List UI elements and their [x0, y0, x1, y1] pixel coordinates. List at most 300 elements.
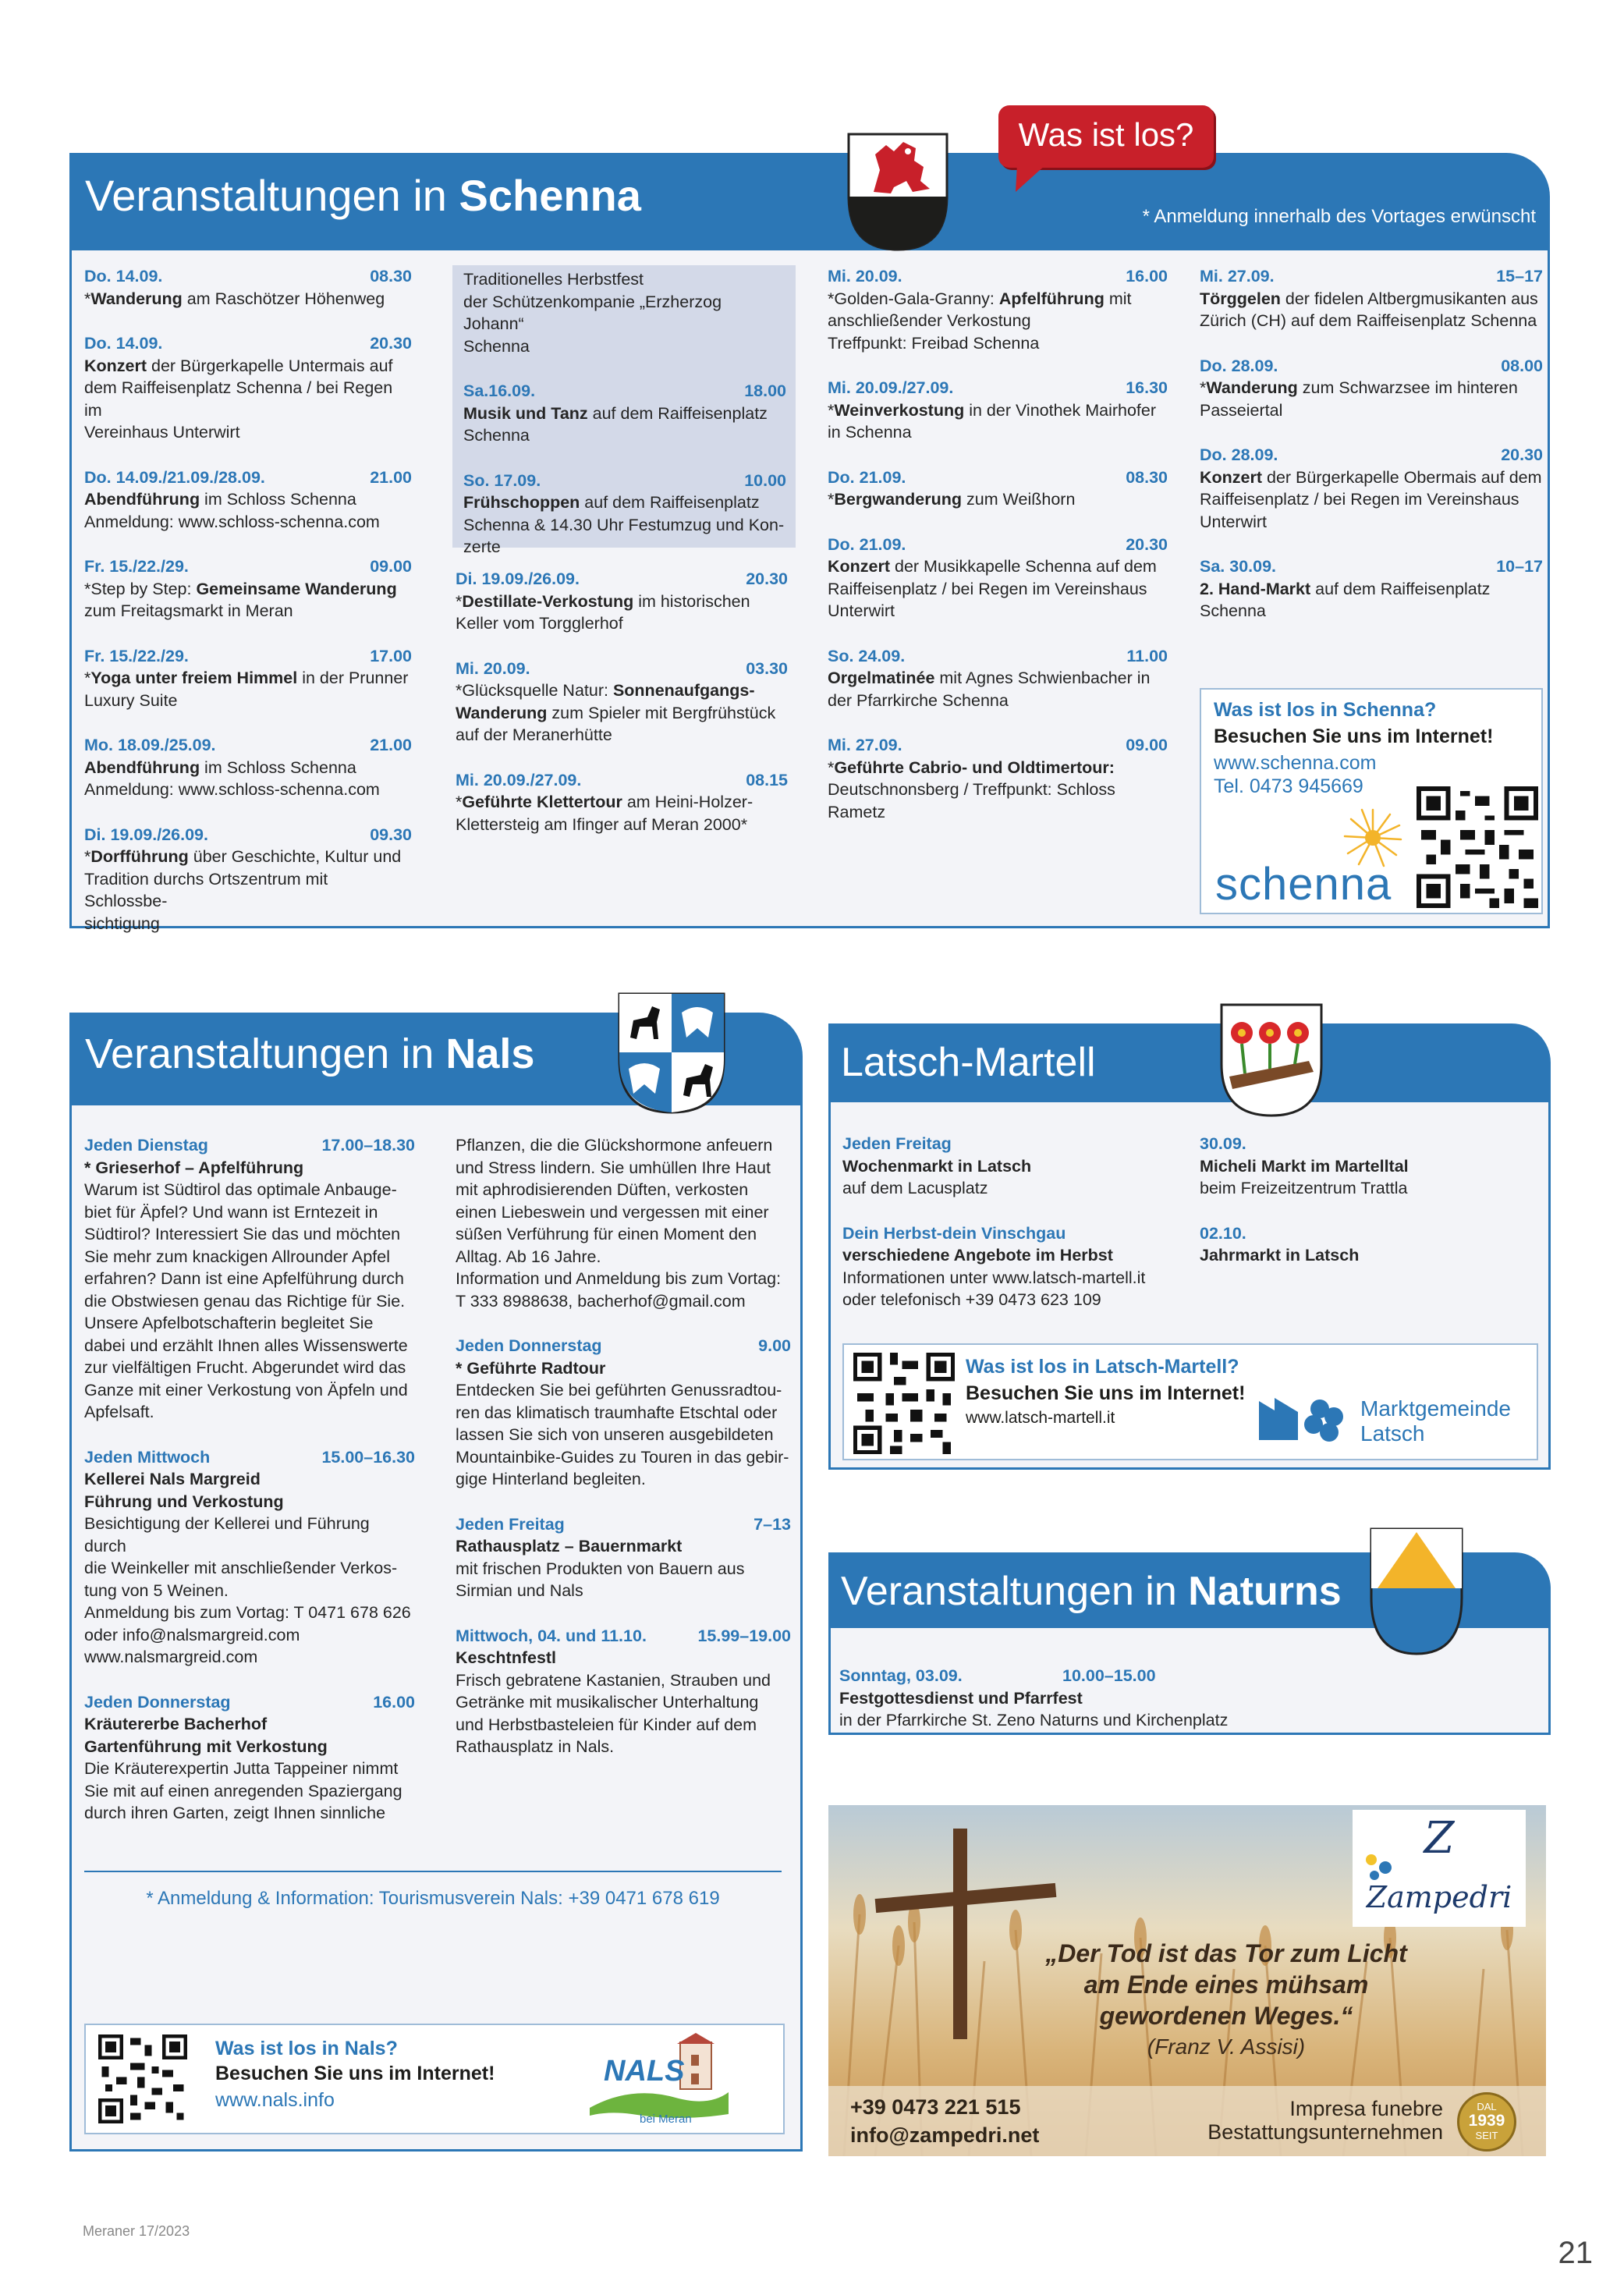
event-line: zum Freitagsmarkt in Meran — [84, 601, 293, 620]
event-item — [828, 377, 1168, 444]
event-line: Musik und Tanz auf dem Raiffeisenplatz — [463, 403, 768, 423]
event-line: der Pfarrkirche Schenna — [828, 690, 1009, 710]
event-time: 03.30 — [746, 658, 788, 678]
issue-label: Meraner 17/2023 — [83, 2223, 190, 2239]
quote-author: (Franz V. Assisi) — [1147, 2034, 1306, 2059]
event-time: 20.30 — [370, 334, 412, 353]
naturns-date: Sonntag, 03.09. — [839, 1666, 963, 1685]
event-line: Keschtnfestl — [456, 1648, 557, 1667]
event-item — [84, 734, 412, 801]
event-line: Kellerei Nals Margreid — [84, 1470, 261, 1488]
zampedri-monogram: Z — [1424, 1813, 1455, 1864]
event-time: 20.30 — [1126, 534, 1168, 554]
event-line: Sirmian und Nals — [456, 1581, 583, 1600]
event-line: oder info@nalsmargreid.com — [84, 1625, 300, 1644]
intro-line: T 333 8988638, bacherhof@gmail.com — [456, 1291, 746, 1311]
quote-line-2: am Ende eines mühsam — [1083, 1971, 1369, 1999]
event-line: *Geführte Klettertour am Heini-Holzer- — [456, 793, 753, 811]
event-date: Jeden Freitag — [842, 1134, 952, 1153]
event-line: Raiffeisenplatz / bei Regen im Vereinshaus — [1200, 490, 1519, 509]
badge-top: DAL — [1477, 2101, 1497, 2112]
event-header — [456, 1625, 791, 1648]
event-item — [456, 658, 788, 747]
event-line: *Bergwanderung zum Weißhorn — [828, 490, 1076, 509]
nals-note: * Anmeldung & Information: Tourismusverein Nals: +39 0471 678 619 — [146, 1888, 720, 1909]
nals-info-cta: Besuchen Sie uns im Internet! — [215, 2063, 495, 2084]
nals-info-web[interactable]: www.nals.info — [215, 2089, 335, 2111]
event-line: ren das klimatisch traumhafte Etschtal oder — [456, 1403, 778, 1422]
event-line: Mountainbike-Guides zu Touren in das gebir- — [456, 1447, 789, 1467]
event-time: 10.00 — [744, 470, 786, 490]
event-item — [828, 466, 1168, 511]
event-header — [84, 1691, 415, 1714]
schenna-info-tel: Tel. 0473 945669 — [1214, 775, 1363, 797]
event-item — [84, 1446, 415, 1669]
event-time: 16.30 — [1126, 378, 1168, 397]
event-date: Di. 19.09./26.09. — [84, 825, 208, 844]
nals-info-box — [84, 2024, 785, 2134]
event-line: Abendführung im Schloss Schenna — [84, 757, 356, 777]
event-time: 15.99–19.00 — [697, 1626, 791, 1645]
event-header — [456, 658, 788, 680]
event-date: Mo. 18.09./25.09. — [84, 736, 216, 754]
latsch-info-box — [842, 1343, 1538, 1460]
ad-quote — [984, 1938, 1468, 2063]
nals-col-2 — [456, 1134, 791, 1781]
naturns-line: Festgottesdienst und Pfarrfest — [839, 1688, 1083, 1708]
schenna-qr-code[interactable] — [1417, 786, 1538, 908]
event-time: 09.30 — [370, 825, 412, 844]
event-date: So. 24.09. — [828, 646, 906, 665]
schenna-info-web[interactable]: www.schenna.com — [1214, 752, 1377, 774]
event-item — [1200, 555, 1543, 623]
event-item — [84, 555, 412, 623]
schenna-logo: schenna — [1215, 859, 1392, 910]
latsch-header — [828, 1023, 1551, 1100]
event-line: Unterwirt — [828, 601, 895, 620]
event-header — [84, 1446, 415, 1469]
event-date: Do. 14.09. — [84, 334, 163, 353]
event-line: durch ihren Garten, zeigt Ihnen sinnliche — [84, 1804, 386, 1822]
latsch-col-2 — [1200, 1133, 1527, 1289]
event-line: zerte — [463, 537, 501, 556]
event-item — [456, 1335, 791, 1491]
event-line: zur vielfältigen Frucht. Abgerundet wird das — [84, 1358, 406, 1377]
event-item — [84, 332, 412, 444]
ad-phone: +39 0473 221 515 — [850, 2095, 1021, 2119]
event-time: 7–13 — [753, 1514, 791, 1534]
event-line: Deutschnonsberg / Treffpunkt: Schloss — [828, 780, 1115, 799]
event-line: Zürich (CH) auf dem Raiffeisenplatz Schenna — [1200, 311, 1537, 330]
event-date: Sa.16.09. — [463, 381, 536, 400]
event-date: Jeden Donnerstag — [84, 1692, 231, 1712]
event-item — [828, 534, 1168, 623]
event-item — [84, 824, 412, 935]
event-line: Konzert der Musikkapelle Schenna auf dem — [828, 557, 1157, 576]
latsch-logo-line-1: Marktgemeinde — [1360, 1396, 1511, 1421]
event-header — [1200, 1222, 1527, 1245]
event-line: Führung und Verkostung — [84, 1492, 284, 1511]
ad-line-2: Bestattungsunternehmen — [1207, 2120, 1443, 2144]
event-line: Abendführung im Schloss Schenna — [84, 490, 356, 509]
event-line: sichtigung — [84, 913, 160, 933]
event-time: 08.15 — [746, 770, 788, 789]
schenna-col-1 — [84, 265, 412, 957]
event-line: Törggelen der fidelen Altbergmusikanten aus — [1200, 289, 1538, 308]
event-line: Konzert der Bürgerkapelle Untermais auf — [84, 356, 393, 375]
event-date: Fr. 15./22./29. — [84, 646, 189, 665]
event-line: Klettersteig am Ifinger auf Meran 2000* — [456, 814, 748, 834]
event-header — [84, 466, 412, 489]
event-time: 15–17 — [1496, 267, 1543, 286]
event-date: Do. 28.09. — [1200, 356, 1278, 375]
ad-email[interactable]: info@zampedri.net — [850, 2123, 1040, 2147]
event-line: *Destillate-Verkostung im historischen — [456, 591, 750, 611]
event-time: 15.00–16.30 — [321, 1447, 415, 1467]
event-line: Vereinhaus Unterwirt — [84, 423, 240, 442]
event-time: 16.00 — [1126, 267, 1168, 286]
event-line: und Herbstbasteleien für Kinder auf dem — [456, 1715, 757, 1734]
event-date: Sa. 30.09. — [1200, 557, 1277, 576]
event-line: Unsere Apfelbotschafterin begleitet Sie — [84, 1314, 374, 1332]
event-time: 10–17 — [1496, 557, 1543, 576]
naturns-time: 10.00–15.00 — [1062, 1666, 1156, 1685]
event-line: erfahren? Dann ist eine Apfelführung durch — [84, 1269, 404, 1288]
event-line: Frisch gebratene Kastanien, Strauben und — [456, 1670, 771, 1690]
nals-logo: NALS — [604, 2055, 685, 2088]
event-item — [842, 1222, 1186, 1311]
event-item — [828, 645, 1168, 712]
event-date: So. 17.09. — [463, 470, 541, 490]
event-item — [1200, 265, 1543, 332]
event-header — [842, 1222, 1186, 1245]
event-item — [456, 769, 788, 836]
event-item — [456, 1625, 791, 1758]
event-line: dem Raiffeisenplatz Schenna / bei Regen im — [84, 378, 393, 420]
event-line: Südtirol? Interessiert Sie das und möchten — [84, 1225, 401, 1243]
herbstfest-title: Traditionelles Herbstfest — [463, 270, 644, 289]
event-line: Luxury Suite — [84, 690, 178, 710]
naturns-line: in der Pfarrkirche St. Zeno Naturns und Kirchenplatz — [839, 1711, 1229, 1729]
event-line: Die Kräuterexpertin Jutta Tappeiner nimmt — [84, 1759, 399, 1778]
ad-footer-band — [828, 2086, 1546, 2156]
event-line: Frühschoppen auf dem Raiffeisenplatz — [463, 493, 760, 512]
event-line: * Grieserhof – Apfelführung — [84, 1158, 304, 1177]
event-line: Informationen unter www.latsch-martell.it — [842, 1268, 1146, 1287]
nals-divider — [84, 1871, 782, 1872]
event-header — [84, 824, 412, 846]
event-date: Mi. 20.09. — [828, 267, 902, 286]
event-time: 09.00 — [1126, 736, 1168, 754]
event-date: Mi. 20.09. — [456, 658, 530, 678]
schenna-info-box — [1200, 688, 1543, 914]
event-date: Do. 21.09. — [828, 534, 906, 554]
herbstfest-sub-2: Schenna — [463, 336, 530, 356]
event-line: die Weinkeller mit anschließender Verkos- — [84, 1559, 398, 1577]
event-line: Schenna — [1200, 601, 1266, 620]
schenna-coat-of-arms — [846, 131, 950, 253]
schenna-title: Veranstaltungen in Schenna — [85, 171, 641, 220]
event-time: 08.30 — [1126, 467, 1168, 487]
latsch-coat-of-arms — [1218, 1002, 1324, 1119]
event-line: oder telefonisch +39 0473 623 109 — [842, 1290, 1101, 1309]
event-line: Jahrmarkt in Latsch — [1200, 1246, 1360, 1265]
event-line: lassen Sie sich von unseren ausgebildeten — [456, 1425, 774, 1444]
nals-col-2-intro — [456, 1134, 791, 1312]
event-time: 17.00–18.30 — [321, 1136, 415, 1155]
zampedri-ad — [828, 1805, 1546, 2156]
event-item — [1200, 444, 1543, 533]
page-number: 21 — [1558, 2236, 1593, 2270]
event-line: *Wanderung zum Schwarzsee im hinteren — [1200, 378, 1518, 397]
event-date: Mi. 27.09. — [828, 736, 902, 754]
event-date: Di. 19.09./26.09. — [456, 569, 580, 588]
event-date: Dein Herbst-dein Vinschgau — [842, 1223, 1066, 1243]
was-ist-los-bubble — [998, 105, 1214, 168]
event-line: *Weinverkostung in der Vinothek Mairhofer — [828, 400, 1157, 420]
intro-line: einen Liebeswein und vergessen mit einer — [456, 1202, 769, 1222]
latsch-title: Latsch-Martell — [841, 1040, 1096, 1085]
since-badge — [1457, 2092, 1516, 2152]
event-header — [828, 534, 1168, 556]
event-line: *Dorfführung über Geschichte, Kultur und — [84, 847, 402, 866]
event-line: Rathausplatz in Nals. — [456, 1737, 615, 1756]
schenna-col-3 — [828, 265, 1168, 846]
event-header — [84, 645, 412, 668]
schenna-info-question: Was ist los in Schenna? — [1214, 699, 1437, 721]
event-item — [84, 265, 412, 310]
event-line: Getränke mit musikalischer Unterhaltung — [456, 1693, 759, 1712]
quote-line-3: gewordenen Weges.“ — [1099, 2002, 1353, 2030]
event-date: Mi. 20.09./27.09. — [456, 770, 582, 789]
event-item — [1200, 1222, 1527, 1267]
schenna-note: * Anmeldung innerhalb des Vortages erwünscht — [1142, 206, 1536, 227]
event-header — [84, 734, 412, 757]
event-time: 21.00 — [370, 736, 412, 754]
intro-line: und Stress lindern. Sie umhüllen Ihre Haut — [456, 1158, 771, 1177]
event-header — [1200, 1133, 1527, 1155]
event-line: *Wanderung am Raschötzer Höhenweg — [84, 289, 385, 308]
event-line: Apfelsaft. — [84, 1403, 154, 1421]
intro-line: süßen Verführung für einen Moment den — [456, 1225, 757, 1243]
event-line: Wanderung zum Spieler mit Bergfrühstück — [456, 703, 776, 722]
event-header — [1200, 555, 1543, 578]
event-header — [463, 380, 786, 403]
event-header — [828, 377, 1168, 399]
event-line: Anmeldung: www.schloss-schenna.com — [84, 512, 380, 531]
event-line: www.nalsmargreid.com — [84, 1648, 258, 1666]
event-line: Unterwirt — [1200, 512, 1268, 531]
herbstfest-sub-1: der Schützenkompanie „Erzherzog Johann“ — [463, 292, 722, 333]
event-header — [463, 470, 786, 492]
event-time: 21.00 — [370, 467, 412, 487]
event-line: auf der Meranerhütte — [456, 725, 612, 744]
event-header — [828, 645, 1168, 668]
latsch-qr-code[interactable] — [853, 1353, 955, 1454]
event-line: *Geführte Cabrio- und Oldtimertour: — [828, 757, 1115, 777]
event-date: Jeden Freitag — [456, 1514, 565, 1534]
event-item — [456, 1513, 791, 1602]
event-header — [84, 265, 412, 288]
event-header — [456, 568, 788, 591]
event-line: Orgelmatinée mit Agnes Schwienbacher in — [828, 669, 1151, 687]
event-time: 08.30 — [370, 267, 412, 286]
event-time: 20.30 — [746, 569, 788, 588]
event-header — [84, 332, 412, 355]
event-date: Do. 14.09. — [84, 267, 163, 286]
badge-bottom: SEIT — [1475, 2130, 1498, 2141]
bubble-text: Was ist los? — [1018, 116, 1194, 153]
event-line: verschiedene Angebote im Herbst — [842, 1246, 1113, 1265]
event-date: Jeden Dienstag — [84, 1136, 208, 1155]
event-line: Passeiertal — [1200, 400, 1283, 420]
event-line: Kräutererbe Bacherhof — [84, 1715, 268, 1733]
intro-line: mit aphrodisierenden Düften, verkosten — [456, 1180, 749, 1199]
latsch-info-cta: Besuchen Sie uns im Internet! — [966, 1382, 1246, 1404]
event-line: Entdecken Sie bei geführten Genussradtou- — [456, 1381, 782, 1399]
naturns-coat-of-arms — [1368, 1526, 1465, 1657]
event-line: Treffpunkt: Freibad Schenna — [828, 333, 1040, 353]
quote-line-1: „Der Tod ist das Tor zum Licht — [1045, 1939, 1407, 1967]
event-time: 08.00 — [1501, 356, 1543, 375]
event-date: Mi. 27.09. — [1200, 267, 1275, 286]
schenna-col-2-shaded — [463, 268, 786, 581]
event-line: mit frischen Produkten von Bauern aus — [456, 1559, 745, 1578]
event-line: Schenna & 14.30 Uhr Festumzug und Kon- — [463, 515, 785, 534]
event-header — [84, 555, 412, 578]
schenna-col-4 — [1200, 265, 1543, 645]
event-header — [828, 466, 1168, 489]
event-line: anschließender Verkostung — [828, 311, 1031, 330]
event-time: 17.00 — [370, 646, 412, 665]
event-line: 2. Hand-Markt auf dem Raiffeisenplatz — [1200, 579, 1491, 598]
zampedri-logo-box — [1353, 1810, 1526, 1927]
nals-info-question: Was ist los in Nals? — [215, 2038, 398, 2059]
event-line: Keller vom Torgglerhof — [456, 614, 623, 633]
event-date: Fr. 15./22./29. — [84, 557, 189, 576]
naturns-event-header — [839, 1665, 1541, 1687]
event-header — [1200, 355, 1543, 378]
event-line: die Obstwiesen genau das Richtige für Sie. — [84, 1291, 406, 1311]
event-header — [84, 1134, 415, 1157]
latsch-logo-line-2: Latsch — [1360, 1421, 1425, 1446]
event-header — [828, 265, 1168, 288]
event-item — [84, 466, 412, 534]
event-date: Do. 28.09. — [1200, 445, 1278, 464]
intro-line: Information und Anmeldung bis zum Vortag: — [456, 1269, 782, 1288]
event-time: 18.00 — [744, 381, 786, 400]
event-line: Sie mit auf einen anregenden Spaziergang — [84, 1781, 402, 1800]
event-line: Rametz — [828, 802, 886, 821]
event-line: Anmeldung bis zum Vortag: T 0471 678 626 — [84, 1603, 411, 1622]
event-time: 11.00 — [1126, 646, 1168, 665]
event-header — [456, 1335, 791, 1357]
event-date: Mi. 20.09./27.09. — [828, 378, 954, 397]
event-line: Ganze mit einer Verkostung von Äpfeln und — [84, 1380, 408, 1399]
event-line: Wochenmarkt in Latsch — [842, 1156, 1032, 1176]
schenna-col-2 — [456, 568, 788, 858]
ad-line-1: Impresa funebre — [1289, 2097, 1443, 2120]
nals-col-1 — [84, 1134, 415, 1847]
intro-line: Pflanzen, die die Glückshormone anfeuern — [456, 1136, 773, 1155]
event-item — [463, 470, 786, 559]
event-header — [456, 769, 788, 792]
latsch-info-web[interactable]: www.latsch-martell.it — [966, 1409, 1115, 1427]
event-line: *Glücksquelle Natur: Sonnenaufgangs- — [456, 681, 755, 700]
event-line: gige Hinterland begleiten. — [456, 1470, 646, 1488]
event-line: * Geführte Radtour — [456, 1358, 606, 1378]
latsch-logo-icon — [1257, 1393, 1349, 1443]
event-line: *Yoga unter freiem Himmel in der Prunner — [84, 669, 409, 687]
event-item — [828, 265, 1168, 354]
latsch-col-1 — [842, 1133, 1186, 1334]
event-line: Schenna — [463, 426, 530, 445]
event-line: Sie mehr zum knackigen Allrounder Apfel — [84, 1247, 390, 1266]
event-date: Jeden Mittwoch — [84, 1447, 211, 1467]
naturns-content — [839, 1665, 1541, 1732]
badge-year: 1939 — [1468, 2112, 1505, 2130]
nals-qr-code[interactable] — [98, 2034, 187, 2123]
event-header — [456, 1513, 791, 1536]
event-item — [84, 1691, 415, 1825]
event-line: Rathausplatz – Bauernmarkt — [456, 1537, 683, 1556]
event-line: in Schenna — [828, 423, 912, 442]
nals-coat-of-arms — [616, 991, 727, 1116]
event-line: Konzert der Bürgerkapelle Obermais auf dem — [1200, 467, 1542, 487]
event-line: Besichtigung der Kellerei und Führung durch — [84, 1514, 370, 1556]
event-line: biet für Äpfel? Und wann ist Erntezeit in — [84, 1202, 378, 1222]
latsch-info-question: Was ist los in Latsch-Martell? — [966, 1356, 1239, 1378]
bubble-tail — [1011, 164, 1058, 195]
event-date: Mittwoch, 04. und 11.10. — [456, 1626, 647, 1645]
event-time: 09.00 — [370, 557, 412, 576]
event-line: Anmeldung: www.schloss-schenna.com — [84, 780, 380, 799]
event-item — [463, 380, 786, 447]
event-header — [1200, 444, 1543, 466]
schenna-info-cta: Besuchen Sie uns im Internet! — [1214, 725, 1494, 747]
event-header — [1200, 265, 1543, 288]
nals-logo-sub: bei Meran — [640, 2112, 692, 2126]
event-line: beim Freizeitzentrum Trattla — [1200, 1179, 1408, 1197]
event-item — [1200, 355, 1543, 422]
nals-title: Veranstaltungen in Nals — [85, 1031, 535, 1077]
event-header — [842, 1133, 1186, 1155]
event-line: *Step by Step: Gemeinsame Wanderung — [84, 579, 397, 598]
event-date: 30.09. — [1200, 1134, 1246, 1153]
event-line: Raiffeisenplatz / bei Regen im Vereinshaus — [828, 579, 1147, 598]
intro-line: Alltag. Ab 16 Jahre. — [456, 1247, 601, 1266]
event-item — [84, 1134, 415, 1424]
event-line: Tradition durchs Ortszentrum mit Schlossbe- — [84, 869, 328, 910]
event-item — [828, 734, 1168, 823]
event-item — [842, 1133, 1186, 1200]
zampedri-logo-text: Zampedri — [1366, 1880, 1512, 1914]
event-header — [828, 734, 1168, 757]
event-date: Do. 14.09./21.09./28.09. — [84, 467, 265, 487]
event-line: Micheli Markt im Martelltal — [1200, 1156, 1409, 1176]
event-time: 16.00 — [373, 1692, 415, 1712]
event-time: 20.30 — [1501, 445, 1543, 464]
naturns-title: Veranstaltungen in Naturns — [841, 1569, 1342, 1614]
event-date: 02.10. — [1200, 1223, 1246, 1243]
event-time: 9.00 — [758, 1336, 791, 1355]
event-line: *Golden-Gala-Granny: Apfelführung mit — [828, 289, 1132, 308]
event-line: dabei und erzählt Ihnen alles Wissenswerte — [84, 1336, 408, 1355]
schenna-header — [69, 153, 1550, 248]
event-line: Gartenführung mit Verkostung — [84, 1736, 328, 1756]
event-line: Warum ist Südtirol das optimale Anbauge- — [84, 1180, 397, 1199]
event-line: tung von 5 Weinen. — [84, 1580, 229, 1600]
